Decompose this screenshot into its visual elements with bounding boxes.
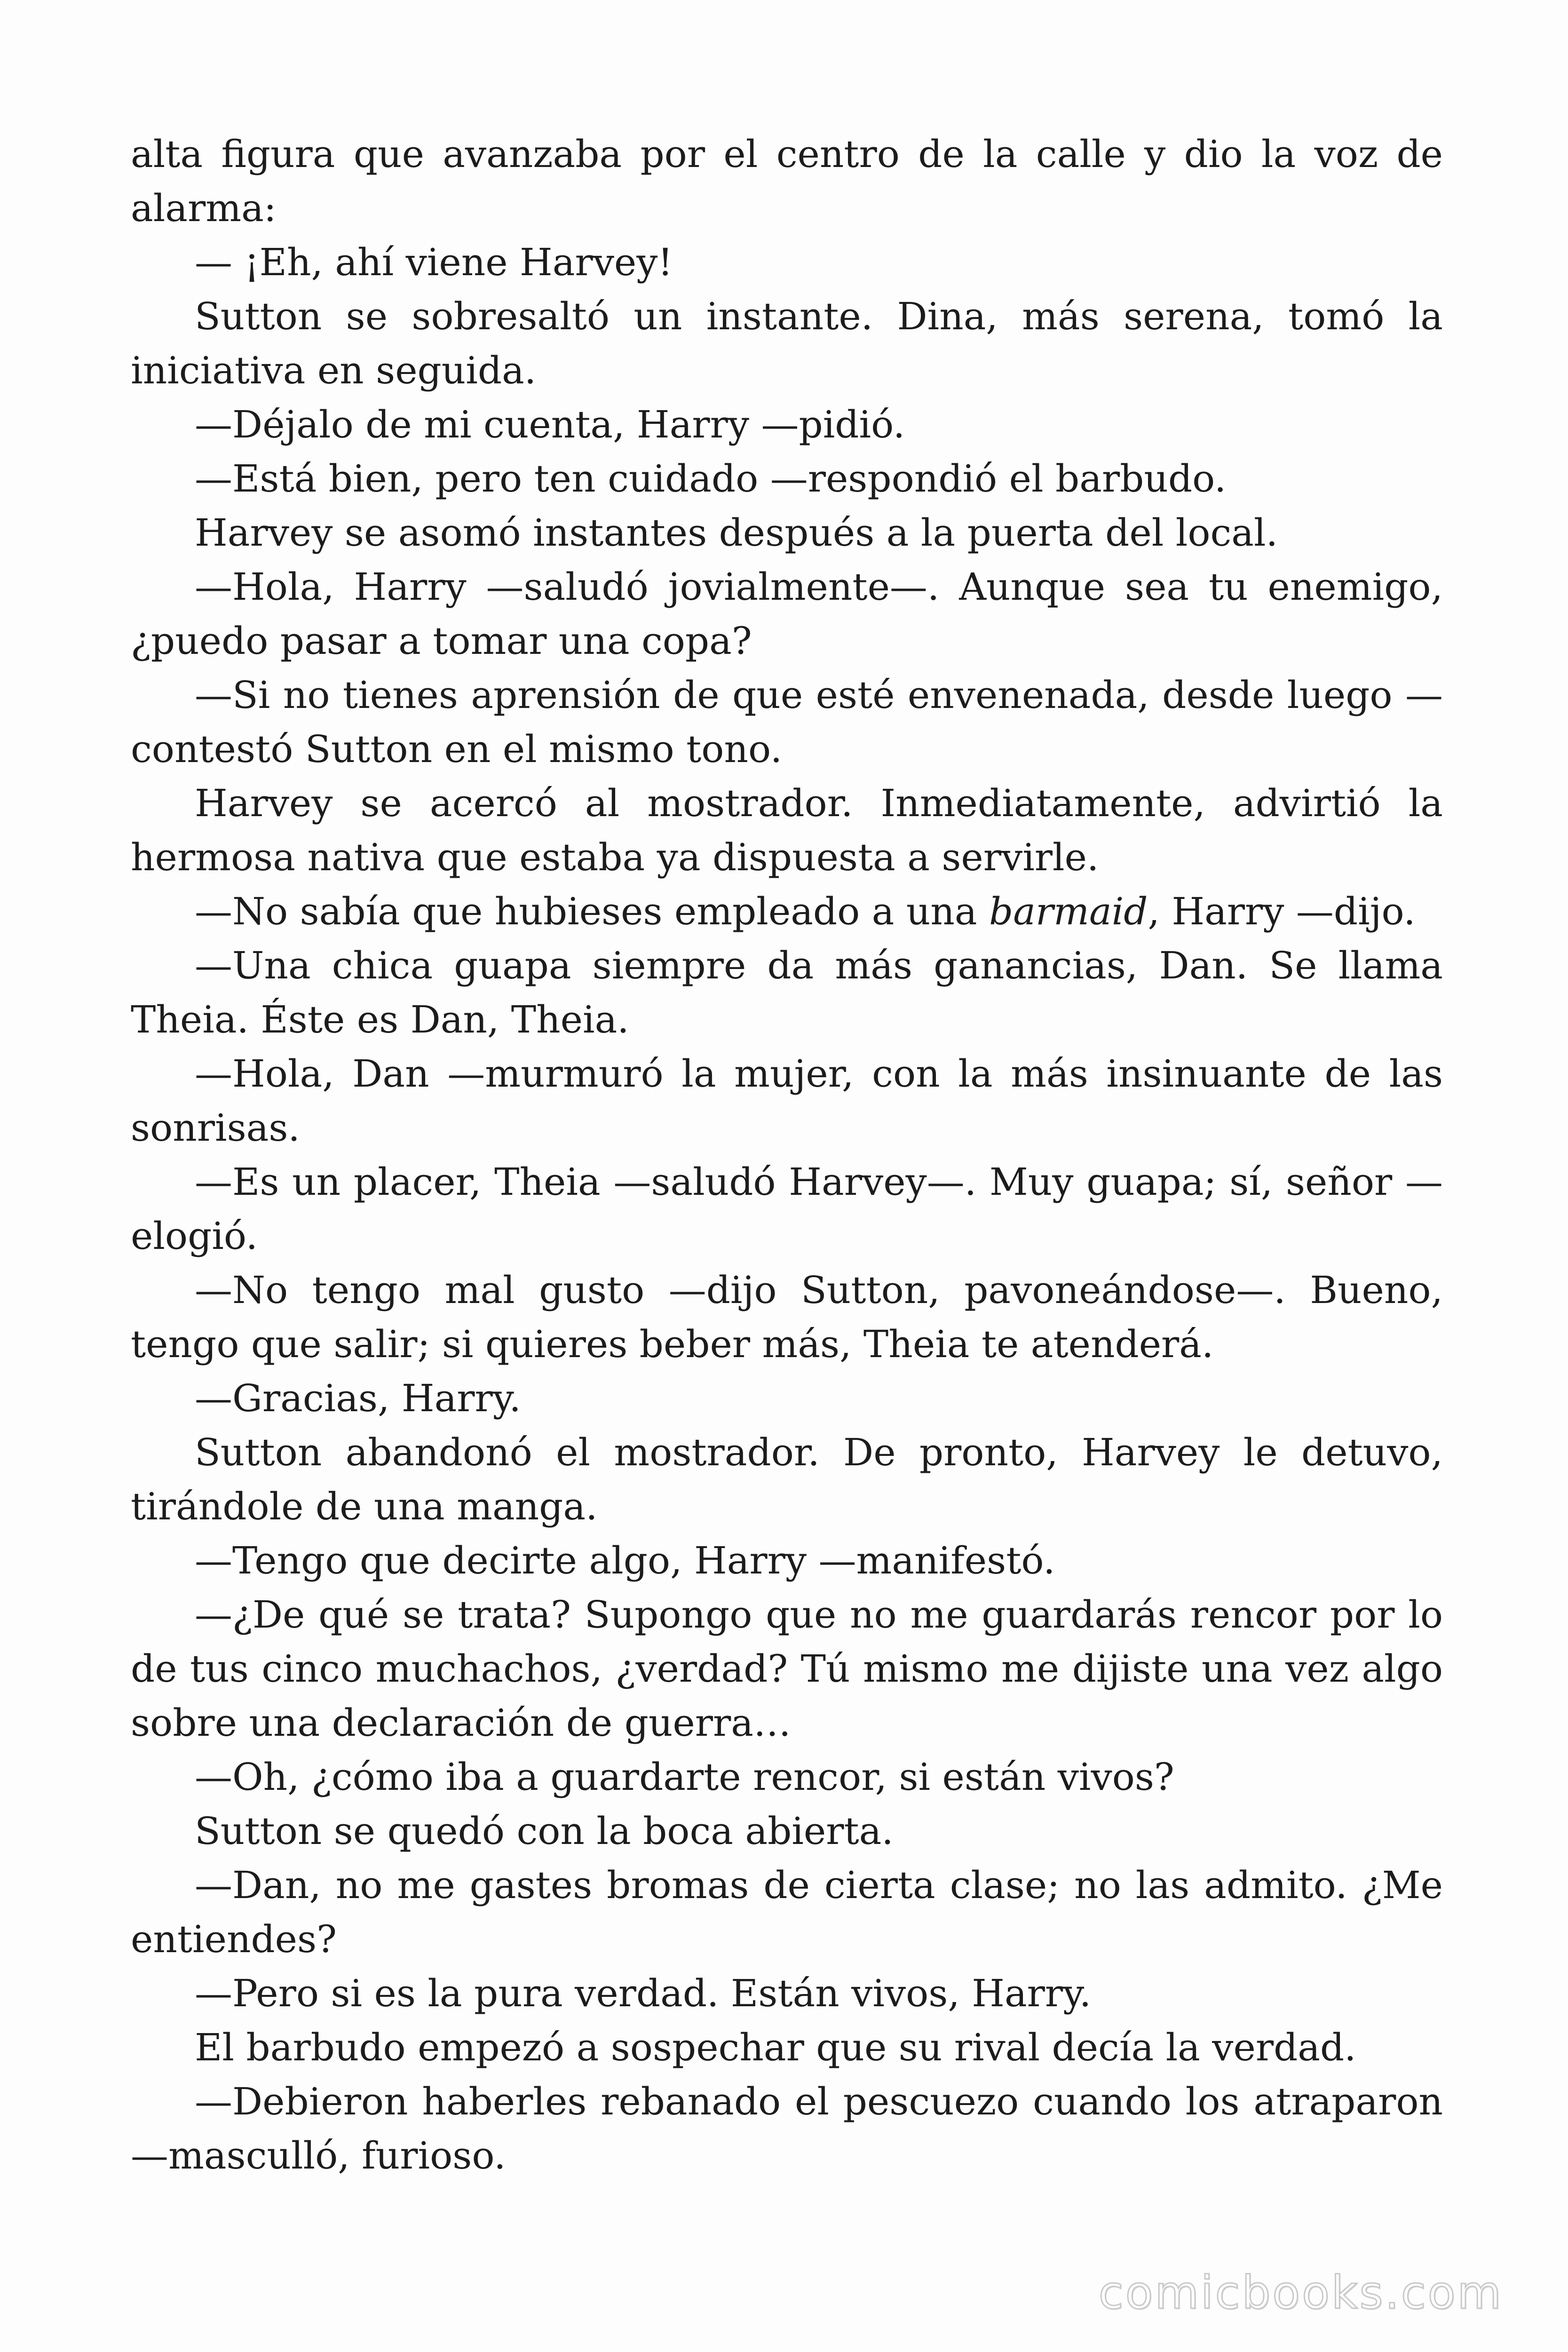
paragraph-text: , Harry —dijo. bbox=[1148, 890, 1416, 933]
paragraph: Sutton se quedó con la boca abierta. bbox=[195, 1809, 894, 1853]
paragraph: Harvey se asomó instantes después a la puerta del local. bbox=[195, 511, 1278, 555]
paragraph: —Si no tienes aprensión de que esté envenenada, desde luego — contestó Sutton en el mismo tono. bbox=[131, 673, 1443, 771]
paragraph: —No tengo mal gusto —dijo Sutton, pavoneándose—. Bueno, tengo que salir; si quieres beber más, Theia te atenderá. bbox=[131, 1268, 1443, 1366]
paragraph: —Déjalo de mi cuenta, Harry —pidió. bbox=[195, 403, 905, 446]
paragraph: —Es un placer, Theia —saludó Harvey—. Muy guapa; sí, señor —elogió. bbox=[131, 1160, 1443, 1258]
paragraph: —Una chica guapa siempre da más ganancias, Dan. Se llama Theia. Éste es Dan, Theia. bbox=[131, 944, 1443, 1041]
paragraph: —Oh, ¿cómo iba a guardarte rencor, si están vivos? bbox=[195, 1755, 1174, 1799]
paragraph: Sutton se sobresaltó un instante. Dina, más serena, tomó la iniciativa en seguida. bbox=[131, 294, 1443, 392]
watermark: comicbooks.com bbox=[1098, 2266, 1503, 2319]
paragraph-italic-text: barmaid bbox=[989, 890, 1148, 933]
paragraph: —¿De qué se trata? Supongo que no me guardarás rencor por lo de tus cinco muchachos, ¿verdad? Tú mismo me dijiste una vez algo sobre una declaración de guerra… bbox=[131, 1593, 1443, 1745]
paragraph: —Hola, Harry —saludó jovialmente—. Aunque sea tu enemigo, ¿puedo pasar a tomar una copa? bbox=[131, 565, 1443, 663]
paragraph bbox=[131, 884, 1443, 938]
paragraph: alta figura que avanzaba por el centro de la calle y dio la voz de alarma: bbox=[131, 132, 1443, 230]
paragraph: Harvey se acercó al mostrador. Inmediatamente, advirtió la hermosa nativa que estaba ya dispuesta a servirle. bbox=[131, 781, 1443, 879]
paragraph: —Debieron haberles rebanado el pescuezo cuando los atraparon —masculló, furioso. bbox=[131, 2080, 1443, 2177]
paragraph: —Tengo que decirte algo, Harry —manifestó. bbox=[195, 1539, 1055, 1582]
paragraph: — ¡Eh, ahí viene Harvey! bbox=[195, 240, 673, 284]
paragraph: —Hola, Dan —murmuró la mujer, con la más insinuante de las sonrisas. bbox=[131, 1052, 1443, 1150]
paragraph: El barbudo empezó a sospechar que su rival decía la verdad. bbox=[195, 2026, 1356, 2069]
paragraph-text: —No sabía que hubieses empleado a una bbox=[195, 890, 989, 933]
paragraph: Sutton abandonó el mostrador. De pronto, Harvey le detuvo, tirándole de una manga. bbox=[131, 1430, 1443, 1528]
page-text bbox=[131, 127, 1443, 2183]
paragraph: —Pero si es la pura verdad. Están vivos, Harry. bbox=[195, 1971, 1092, 2015]
paragraph: —Dan, no me gastes bromas de cierta clase; no las admito. ¿Me entiendes? bbox=[131, 1863, 1443, 1961]
paragraph: —Está bien, pero ten cuidado —respondió el barbudo. bbox=[195, 457, 1227, 501]
paragraph: —Gracias, Harry. bbox=[195, 1376, 521, 1420]
